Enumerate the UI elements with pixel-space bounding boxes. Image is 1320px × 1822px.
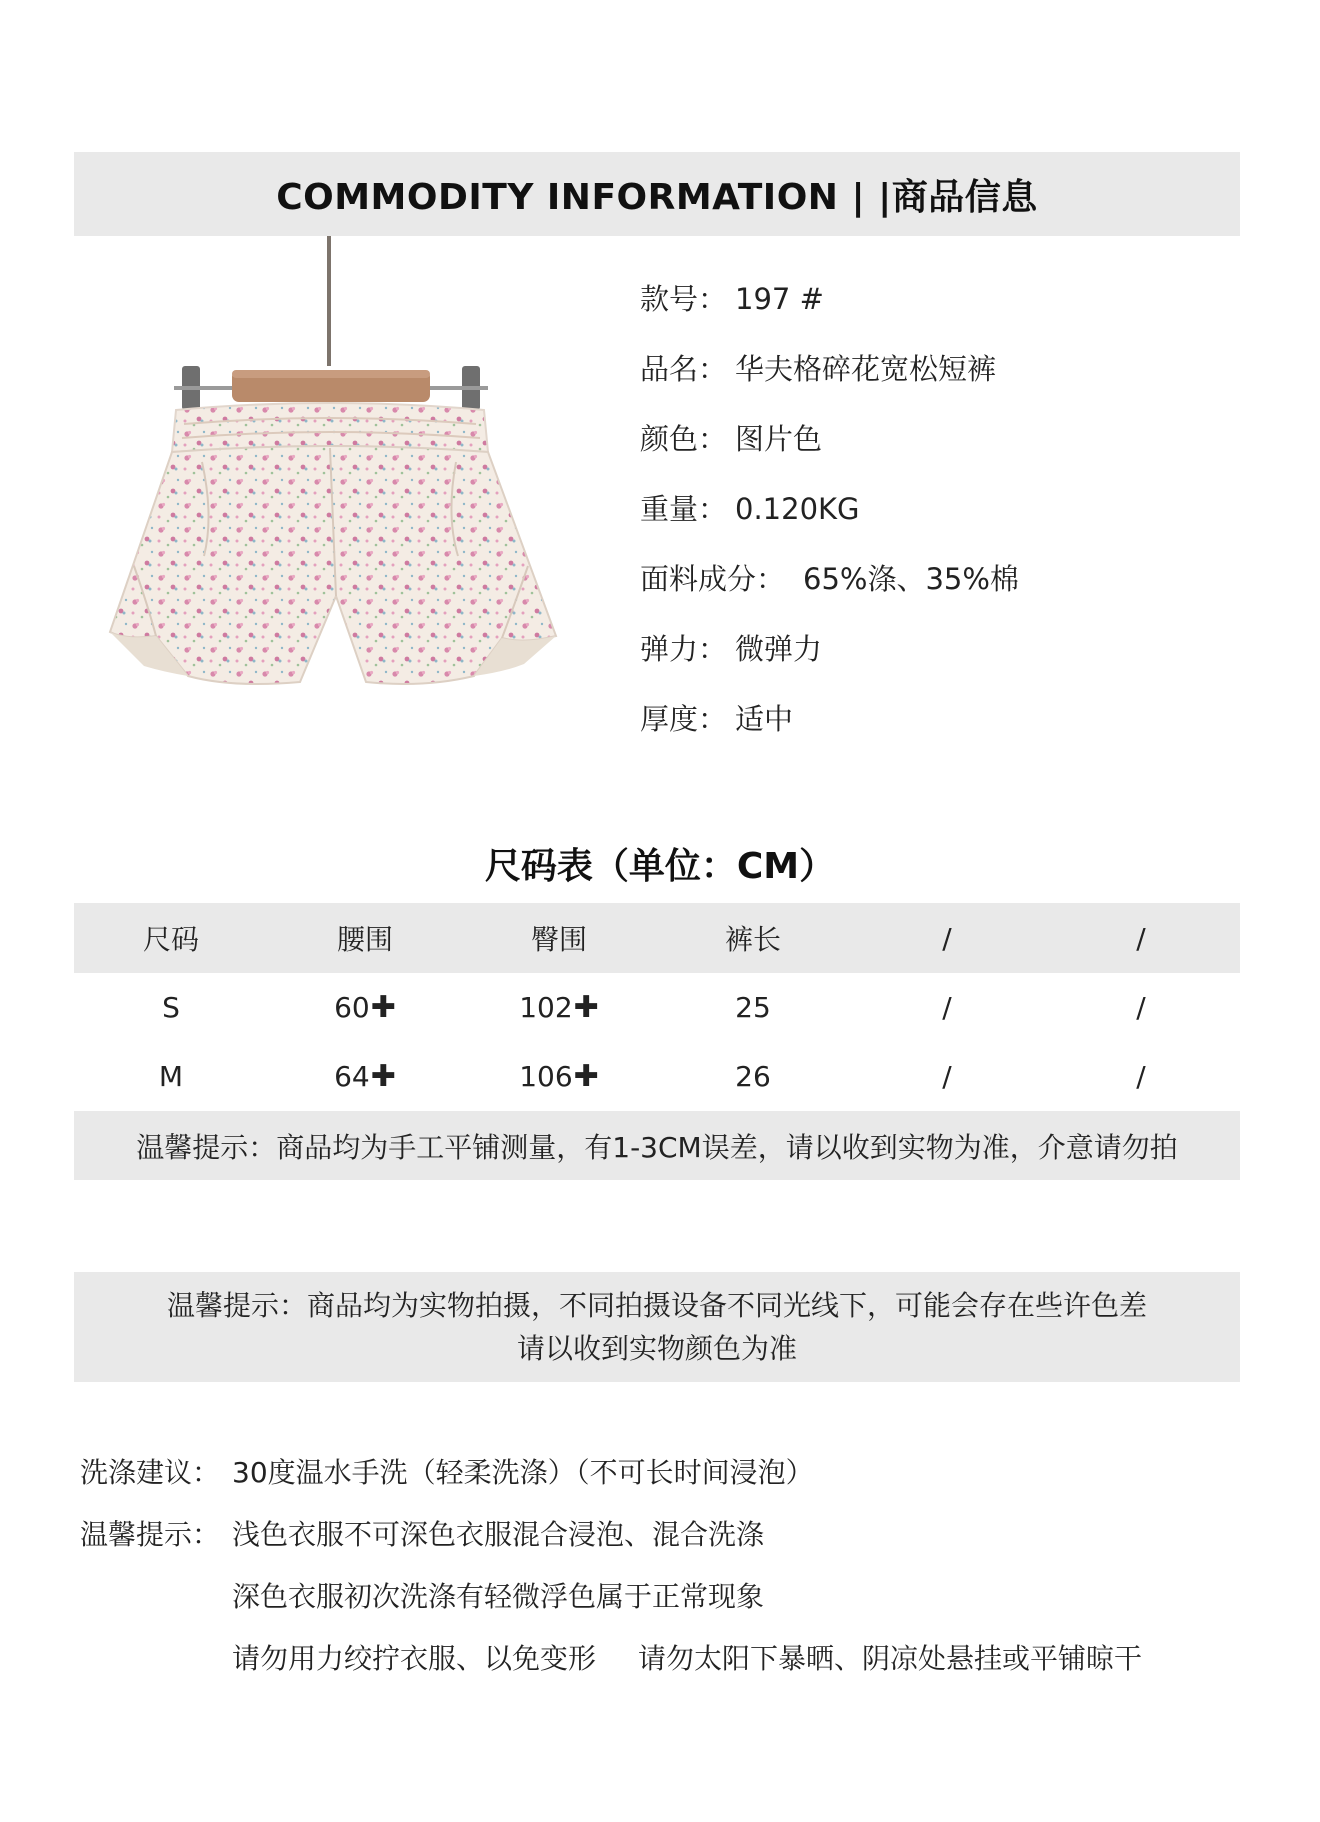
spec-value: 适中 [735,702,794,736]
measurement-note-bar [74,1111,1240,1180]
spec-row-thickness [640,694,1019,764]
cell-6: / [1136,991,1146,1024]
spec-row-product-name [640,344,1019,414]
tip-text: 浅色衣服不可深色衣服混合浸泡、混合洗涤 [232,1518,765,1551]
cell-6: / [1136,1060,1146,1093]
plus-icon: ✚ [370,990,396,1025]
spec-label: 品名： [640,352,728,386]
tip-label: 温馨提示： [80,1518,221,1551]
spec-label: 款号： [640,282,728,316]
cell-length: 26 [735,1060,771,1093]
header-cell-length: 裤长 [724,923,781,956]
header-cell-size: 尺码 [142,923,199,956]
wash-text: 30度温水手洗（轻柔洗涤）（不可长时间浸泡） [232,1456,814,1489]
header-cell-hip: 臀围 [530,923,587,956]
cell-length: 25 [735,991,771,1024]
table-row [74,973,1240,1042]
value: 60 [334,991,370,1024]
size-table [74,903,1240,1111]
spec-row-color [640,414,1019,484]
photo-note-line-2: 请以收到实物颜色为准 [516,1332,797,1365]
shorts-on-hanger-illustration [104,236,574,736]
header-bar [74,152,1240,236]
spec-value: 65%涤、35%棉 [803,562,1019,596]
spec-value: 华夫格碎花宽松短裤 [735,352,997,386]
product-image [104,236,574,736]
plus-icon: ✚ [573,1059,599,1094]
spec-value: 0.120KG [735,492,860,526]
spec-label: 面料成分： [640,562,786,596]
cell-waist [268,990,462,1025]
cell-5: / [942,1060,952,1093]
tip-text: 深色衣服初次洗涤有轻微浮色属于正常现象 [232,1580,765,1613]
spec-row-style-number [640,274,1019,344]
header-cell-waist: 腰围 [336,923,393,956]
value: 102 [519,991,573,1024]
tip-text: 请勿用力绞拧衣服、以免变形 [232,1642,597,1675]
cell-waist [268,1059,462,1094]
wash-label: 洗涤建议： [80,1456,221,1489]
size-table-header-row [74,903,1240,973]
spec-value: 197 # [735,282,824,316]
photo-note-line-1: 温馨提示：商品均为实物拍摄，不同拍摄设备不同光线下，可能会存在些许色差 [166,1289,1147,1322]
header-cell-6: / [1136,921,1146,955]
page-title: COMMODITY INFORMATION | |商品信息 [276,176,1038,218]
size-chart-title: 尺码表（单位：CM） [484,846,836,887]
spec-value: 图片色 [735,422,823,456]
spec-label: 颜色： [640,422,728,456]
header-cell-5: / [942,921,952,955]
spec-label: 厚度： [640,702,728,736]
spec-row-elasticity [640,624,1019,694]
cell-5: / [942,991,952,1024]
value: 106 [519,1060,573,1093]
spec-list [640,274,1019,764]
cell-size: S [162,991,180,1024]
spec-row-fabric [640,554,1019,624]
spec-value: 微弹力 [735,632,823,666]
spec-row-weight [640,484,1019,554]
cell-hip [462,1059,656,1094]
value: 64 [334,1060,370,1093]
cell-size: M [158,1060,184,1093]
table-row [74,1042,1240,1111]
tip-text-group [232,1634,1142,1684]
plus-icon: ✚ [573,990,599,1025]
measurement-note: 温馨提示：商品均为手工平铺测量，有1-3CM误差，请以收到实物为准，介意请勿拍 [136,1130,1178,1164]
spec-label: 弹力： [640,632,728,666]
spec-label: 重量： [640,492,728,526]
cell-hip [462,990,656,1025]
plus-icon: ✚ [370,1059,396,1094]
photo-note-bar [74,1272,1240,1382]
tip-text: 请勿太阳下暴晒、阴凉处悬挂或平铺晾干 [638,1642,1143,1675]
